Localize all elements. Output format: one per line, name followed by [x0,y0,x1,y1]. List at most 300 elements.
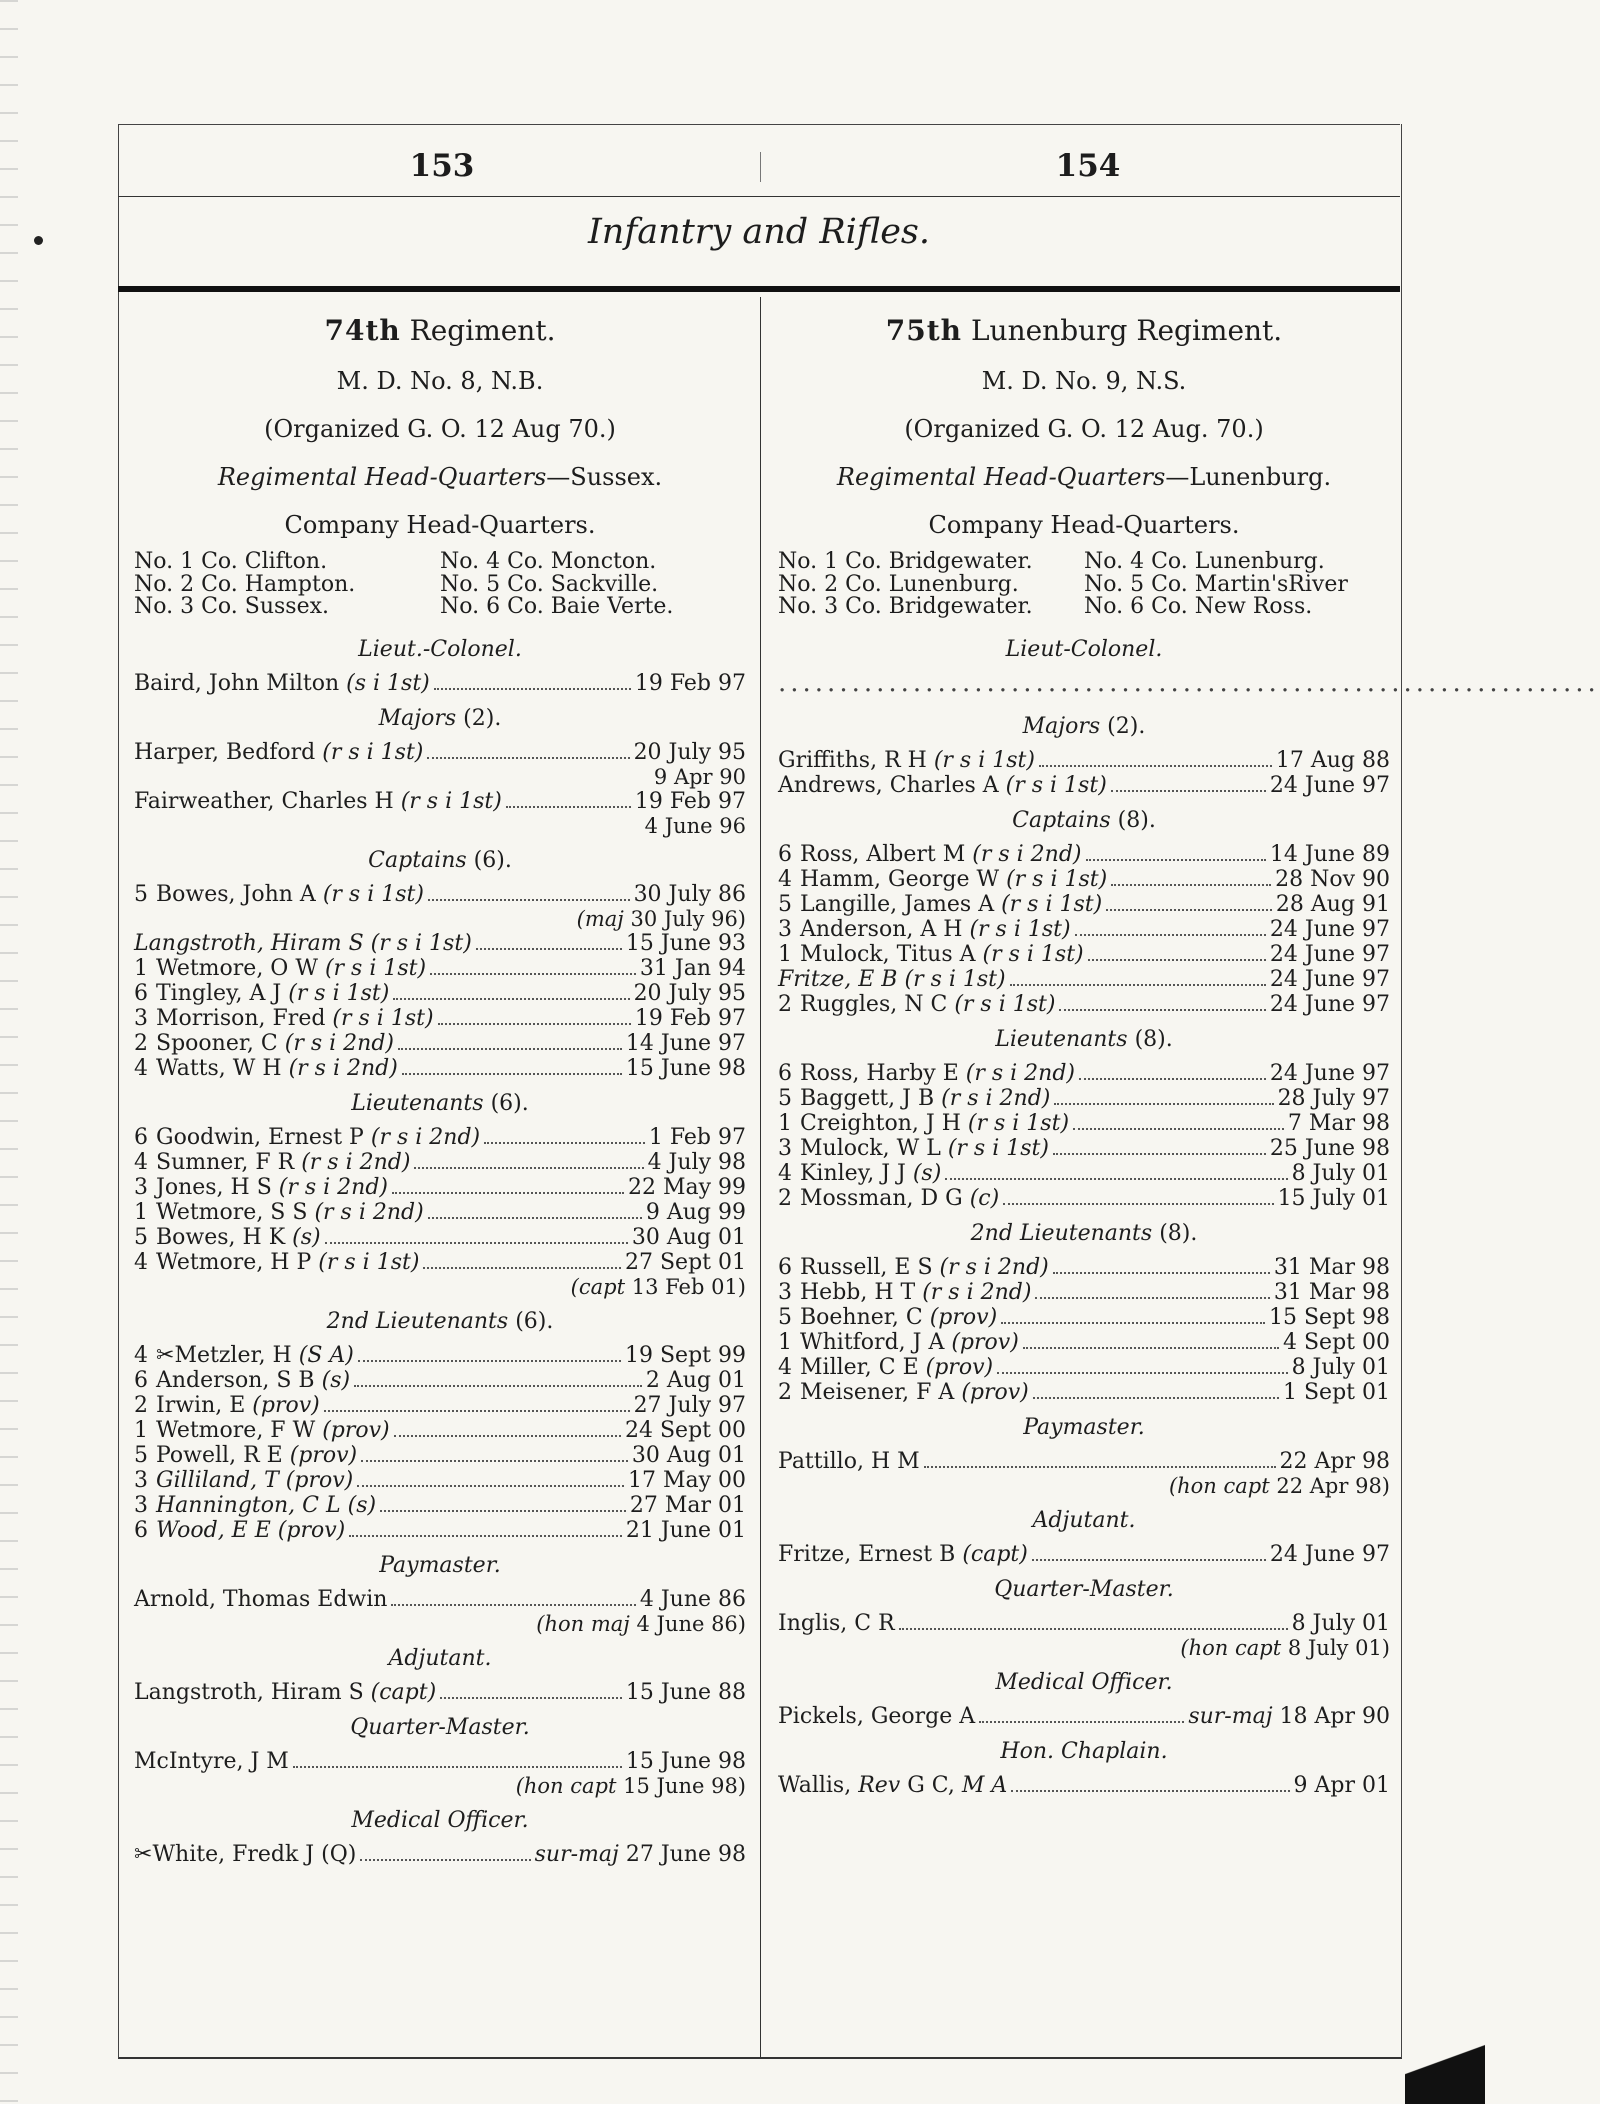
regiment-title [134,315,746,347]
lieutenants-heading: Lieutenants (8). [995,1027,1173,1052]
officer-name: Boehner, C [800,1305,923,1330]
officer-date: 15 June 98 [625,1748,746,1774]
officer-entry [134,1842,746,1867]
company-number: 1 [134,1199,148,1225]
company-item: No. 4 Co. Moncton. [440,549,657,574]
officer-subdate: 9 Apr 90 [653,764,746,789]
officer-name: Langille, James A [800,892,995,917]
leader-dots [414,1167,643,1169]
officer-name: Powell, R E [156,1442,283,1468]
company-number: 3 [134,1005,148,1031]
officer-entry [778,1355,1390,1380]
officer-qualification: (prov) [961,1380,1029,1405]
officer-qualification: (r s i 2nd) [314,1199,424,1225]
officer-qualification: (r s i 1st) [954,992,1056,1017]
majors-list [778,748,1390,798]
officer-entry [778,748,1390,773]
officer-date: 22 Apr 98 [1279,1449,1390,1474]
officer-entry [778,842,1390,867]
second-lieutenants-heading: 2nd Lieutenants (8). [970,1221,1198,1246]
company-number: 6 [778,1061,792,1086]
officer-name: Meisener, F A [800,1380,955,1405]
officer-name: Fritze, Ernest B [778,1542,956,1567]
officer-subdate: (maj 30 July 96) [576,906,746,931]
officer-name: Wetmore, H P [156,1249,312,1275]
officer-qualification: (r s i 2nd) [370,1124,481,1150]
company-number: 3 [134,1492,148,1518]
officer-name: Inglis, C R [778,1611,895,1636]
officer-qualification: (r s i 2nd) [284,1030,395,1056]
officer-date: 20 July 95 [633,739,746,765]
officer-date: 30 July 86 [633,881,746,907]
paymaster-heading: Paymaster. [1023,1415,1145,1440]
regimental-hq-value: —Sussex. [546,463,663,491]
regiment-75th-column [778,314,1600,1798]
company-number: 4 [134,1342,148,1368]
officer-entry [778,917,1390,942]
regimental-hq [134,463,746,491]
leader-dots [1032,1559,1266,1561]
officer-qualification: (r s i 2nd) [922,1280,1032,1305]
medical-officer-heading: Medical Officer. [995,1670,1173,1695]
officer-name: Wetmore, S S [156,1199,308,1225]
officer-entry [778,1330,1390,1355]
officer-qualification: (capt) [962,1542,1028,1567]
officer-date: 4 Sept 00 [1283,1330,1390,1355]
officer-entry [778,1136,1390,1161]
quarter-master-heading: Quarter-Master. [350,1714,530,1740]
officer-qualification: (r s i 1st) [370,930,472,956]
second-lieutenants-heading: 2nd Lieutenants (6). [326,1308,554,1334]
header-thick-rule [118,286,1400,292]
medical-officer-heading: Medical Officer. [351,1807,529,1833]
leader-dots [1053,1153,1266,1155]
officer-name: Wallis, Rev G C, M A [778,1773,1008,1798]
leader-dots [427,757,629,759]
officer-name: Anderson, A H [800,917,963,942]
officer-name: Metzler, H [174,1342,292,1368]
officer-qualification: (r s i 1st) [322,739,424,765]
officer-date: 19 Feb 97 [634,1005,746,1031]
officer-entry [134,1056,746,1081]
officer-date: 14 June 89 [1269,842,1390,867]
regiment-name: Lunenburg Regiment. [970,314,1283,347]
regiment-name: Regiment. [409,314,556,347]
officer-name: Irwin, E [156,1392,246,1418]
lieutenants-heading: Lieutenants (6). [351,1090,529,1116]
leader-dots [392,1192,624,1194]
officer-qualification: (capt) [370,1679,437,1705]
company-number: 1 [134,955,148,981]
leader-dots [1011,1790,1289,1792]
lieutenants-list [778,1061,1390,1211]
company-item: No. 6 Co. New Ross. [1084,594,1313,619]
officer-qualification: (prov) [322,1417,390,1443]
officer-entry [134,1368,746,1393]
company-number: 6 [134,980,148,1006]
officer-entry [778,1255,1390,1280]
officer-qualification: (prov) [289,1442,358,1468]
officer-name: Ruggles, N C [800,992,948,1017]
officer-name: Baird, John Milton [134,670,340,696]
officer-name: Russell, E S [800,1255,933,1280]
company-item: No. 5 Co. Martin'sRiver [1084,571,1348,597]
leader-dots [438,1023,631,1025]
leader-dots [428,899,630,901]
company-number: 3 [778,1136,792,1161]
officer-qualification: (r s i 2nd) [301,1149,411,1175]
leader-dots [393,998,629,1000]
officer-qualification: (r s i 1st) [1001,892,1103,917]
officer-name: Langstroth, Hiram S [134,930,364,956]
officer-qualification: (r s i 1st) [324,955,427,981]
officer-date: 1 Sept 01 [1283,1380,1390,1405]
leader-dots [1010,984,1266,986]
leader-dots [354,1385,642,1387]
officer-qualification: (s) [292,1224,321,1250]
officer-entry [778,867,1390,892]
officer-date: 15 June 93 [625,930,746,956]
officer-entry [134,1031,746,1056]
officer-name: Miller, C E [800,1355,919,1380]
leader-dots [1111,884,1271,886]
company-list [778,551,1390,619]
officer-entry [134,931,746,956]
officer-name: Goodwin, Ernest P [156,1124,364,1150]
scissors-icon: ✂ [134,1841,153,1867]
officer-date: 2 Aug 01 [645,1367,746,1393]
officer-name: Griffiths, R H [778,748,927,773]
officer-entry [134,1200,746,1225]
officer-name: Wood, E E [156,1517,271,1543]
officer-date: 8 July 01 [1291,1161,1390,1186]
officer-date: 27 Mar 01 [629,1492,746,1518]
officer-date: 27 Sept 01 [625,1249,746,1275]
officer-entry [134,1443,746,1468]
company-hq-label: Company Head-Quarters. [928,511,1240,539]
officer-date: 19 Feb 97 [634,788,746,814]
officer-entry [134,1343,746,1368]
leader-dots [361,1460,628,1462]
page-edge-marks [0,0,18,2104]
leader-dots [394,1435,621,1437]
officer-date: 31 Jan 94 [639,955,746,981]
officer-date: 24 June 97 [1269,1061,1390,1086]
company-number: 5 [778,1086,792,1111]
leader-dots [1059,1009,1265,1011]
officer-qualification: (r s i 1st) [933,748,1035,773]
officer-date: 24 June 97 [1269,1542,1390,1567]
officer-entry [134,1250,746,1275]
officer-qualification: (prov) [929,1305,998,1330]
vacant-leader-dots: ................................................................... [778,667,1600,698]
officer-date: 8 July 01 [1291,1355,1390,1380]
paymaster-heading: Paymaster. [379,1552,501,1578]
officer-qualification: (r s i 1st) [332,1005,434,1031]
company-hq-label: Company Head-Quarters. [284,511,596,539]
officer-entry [134,1680,746,1705]
officer-name: Mulock, W L [800,1136,941,1161]
officer-entry [134,981,746,1006]
officer-qualification: (r s i 2nd) [965,1061,1076,1086]
leader-dots [899,1628,1288,1630]
officer-qualification: (s) [321,1367,351,1393]
company-item: No. 3 Co. Sussex. [134,594,330,619]
officer-name: Morrison, Fred [156,1005,326,1031]
column-divider [760,297,761,2057]
leader-dots [506,806,631,808]
officer-qualification: (r s i 1st) [288,980,390,1006]
officer-name: Whitford, J A [800,1330,945,1355]
officer-date: 21 June 01 [625,1517,746,1543]
officer-name: Harper, Bedford [134,739,316,765]
leader-dots [398,1048,622,1050]
officer-qualification: (prov) [277,1517,346,1543]
officer-date: 25 June 98 [1269,1136,1390,1161]
officer-name: Watts, W H [156,1055,282,1081]
leader-dots [360,1859,530,1861]
officer-entry [134,1175,746,1200]
officer-entry [134,671,746,696]
officer-entry [778,942,1390,967]
page-number-divider [760,152,761,182]
leader-dots [1111,790,1266,792]
officer-qualification: (r s i 2nd) [939,1255,1049,1280]
officer-qualification: sur-maj [534,1841,619,1867]
officer-name: Fairweather, Charles H [134,788,394,814]
company-item: No. 1 Co. Clifton. [134,549,328,574]
officer-qualification: (r s i 1st) [969,917,1071,942]
company-list [134,551,746,619]
company-number: 1 [134,1417,148,1443]
leader-dots [1054,1103,1273,1105]
officer-entry [778,1111,1390,1136]
majors-heading: Majors (2). [378,705,502,731]
officer-subdate: 4 June 96 [644,813,746,838]
hon-chaplain-heading: Hon. Chaplain. [1000,1739,1168,1764]
leader-dots [979,1721,1184,1723]
officer-date: 4 June 86 [639,1586,746,1612]
officer-qualification: (r s i 2nd) [941,1086,1051,1111]
officer-name: Mulock, Titus A [800,942,976,967]
company-number: 6 [778,842,792,867]
regiment-number: 75th [885,314,963,347]
officer-entry [778,1161,1390,1186]
military-district: M. D. No. 8, N.B. [336,367,544,395]
company-item: No. 1 Co. Bridgewater. [778,549,1033,574]
leader-dots [1003,1203,1273,1205]
officer-name: Ross, Harby E [800,1061,959,1086]
officer-entry [134,1493,746,1518]
company-number: 6 [778,1255,792,1280]
officer-date: 22 May 99 [627,1174,746,1200]
officer-entry [134,789,746,814]
officer-date: 17 Aug 88 [1275,748,1390,773]
leader-dots [402,1073,622,1075]
leader-dots [1033,1397,1279,1399]
officer-subdate: (hon capt 22 Apr 98) [1168,1474,1390,1498]
leader-dots [423,1267,621,1269]
officer-entry [134,1749,746,1774]
company-number: 2 [134,1392,148,1418]
officer-name: Gilliland, T [156,1467,279,1493]
officer-date: 15 Sept 98 [1269,1305,1390,1330]
officer-name: Andrews, Charles A [778,773,999,798]
running-head: Infantry and Rifles. [587,212,931,252]
officer-name: Creighton, J H [800,1111,961,1136]
company-number: 6 [134,1517,148,1543]
officer-name: Arnold, Thomas Edwin [134,1586,388,1612]
officer-name: Wetmore, O W [156,955,318,981]
officer-date: 19 Sept 99 [625,1342,746,1368]
leader-dots [357,1485,624,1487]
officer-date: 30 Aug 01 [631,1442,746,1468]
regimental-hq-label: Regimental Head-Quarters [836,463,1166,491]
lieut-colonel-heading: Lieut-Colonel. [1005,636,1163,662]
officer-entry [134,1393,746,1418]
officer-entry [778,992,1390,1017]
organized-note: (Organized G. O. 12 Aug. 70.) [904,415,1264,443]
second-lieutenants-list [778,1255,1390,1405]
company-number: 5 [134,881,148,907]
leader-dots [1086,859,1266,861]
company-number: 3 [134,1467,148,1493]
regimental-hq-value: —Lunenburg. [1165,463,1332,491]
officer-qualification: (s) [347,1492,377,1518]
leader-dots [1106,909,1272,911]
company-number: 2 [778,1380,792,1405]
quarter-master-heading: Quarter-Master. [994,1577,1174,1602]
officer-date: 9 Apr 01 [1293,1773,1390,1798]
officer-entry [134,1418,746,1443]
company-number: 4 [134,1055,148,1081]
leader-dots [924,1466,1276,1468]
officer-name: Pattillo, H M [778,1449,920,1474]
officer-qualification: (prov) [925,1355,994,1380]
regiment-title [778,315,1390,347]
officer-name: Sumner, F R [156,1149,295,1175]
officer-qualification: (prov) [285,1467,354,1493]
leader-dots [391,1604,635,1606]
leader-dots [428,1217,642,1219]
officer-qualification: (r s i 1st) [982,942,1084,967]
company-number: 5 [134,1224,148,1250]
officer-name: Pickels, George A [778,1704,976,1729]
officer-entry [778,1280,1390,1305]
officer-subdate: (hon capt 8 July 01) [1180,1636,1390,1660]
company-number: 2 [778,992,792,1017]
officer-date: 14 June 97 [625,1030,746,1056]
leader-dots [293,1766,622,1768]
lieutenants-list [134,1125,746,1299]
officer-date: 27 July 97 [633,1392,746,1418]
company-item: No. 6 Co. Baie Verte. [440,594,674,619]
officer-name: Kinley, J J [800,1161,906,1186]
officer-name: Hamm, George W [800,867,1000,892]
officer-date: 19 Feb 97 [634,670,746,696]
officer-entry [134,956,746,981]
leader-dots [484,1142,645,1144]
majors-list [134,740,746,838]
officer-name: Anderson, S B [156,1367,315,1393]
officer-date: 28 July 97 [1277,1086,1390,1111]
regimental-hq [778,463,1390,491]
company-item: No. 3 Co. Bridgewater. [778,594,1033,619]
leader-dots [1035,1297,1269,1299]
leader-dots [997,1372,1287,1374]
leader-dots [1039,765,1272,767]
officer-name: Jones, H S [156,1174,272,1200]
officer-date: 24 June 97 [1269,967,1390,992]
officer-entry [778,1086,1390,1111]
officer-entry [134,1468,746,1493]
officer-qualification: (S A) [298,1342,354,1368]
officer-qualification: (r s i 1st) [1005,773,1107,798]
officer-name: Tingley, A J [156,980,282,1006]
officer-date: 24 June 97 [1269,992,1390,1017]
officer-entry [778,1773,1390,1798]
company-number: 6 [134,1124,148,1150]
officer-entry [134,1125,746,1150]
officer-entry [778,1704,1390,1729]
adjutant-heading: Adjutant. [388,1645,492,1671]
leader-dots [1023,1347,1279,1349]
officer-date: 28 Aug 91 [1275,892,1390,917]
officer-qualification: (s) [912,1161,942,1186]
officer-qualification: (r s i 2nd) [278,1174,389,1200]
regimental-hq-label: Regimental Head-Quarters [217,463,547,491]
leader-dots [1053,1272,1270,1274]
officer-name: Wetmore, F W [156,1417,316,1443]
page-curl-shadow [1405,2034,1485,2104]
scissors-icon: ✂ [156,1342,175,1368]
officer-qualification: (r s i 1st) [947,1136,1049,1161]
officer-date: 15 June 98 [625,1055,746,1081]
header-rule [118,196,1400,197]
leader-dots [324,1410,630,1412]
officer-name: Bowes, H K [156,1224,286,1250]
majors-heading: Majors (2). [1022,714,1146,739]
leader-dots [1088,959,1266,961]
officer-date: 30 Aug 01 [631,1224,746,1250]
regiment-number: 74th [324,314,401,347]
officer-qualification: (r s i 1st) [318,1249,420,1275]
officer-date: 24 June 97 [1269,917,1390,942]
officer-date: 28 Nov 90 [1275,867,1390,892]
officer-date: 4 July 98 [647,1149,746,1175]
company-number: 5 [778,1305,792,1330]
officer-entry [778,967,1390,992]
officer-entry [134,1006,746,1031]
leader-dots [380,1510,626,1512]
officer-qualification: (prov) [951,1330,1019,1355]
margin-bullet [34,236,43,245]
officer-name: Baggett, J B [800,1086,935,1111]
officer-date: 18 Apr 90 [1279,1704,1390,1729]
company-number: 1 [778,1111,792,1136]
officer-entry [778,1061,1390,1086]
company-number: 4 [778,867,792,892]
officer-entry [778,1542,1390,1567]
officer-qualification: (r s i 2nd) [972,842,1082,867]
company-item: No. 5 Co. Sackville. [440,571,659,597]
officer-date: 31 Mar 98 [1273,1255,1390,1280]
officer-name: Mossman, D G [800,1186,963,1211]
officer-date: 9 Aug 99 [645,1199,746,1225]
company-number: 1 [778,1330,792,1355]
page-number-left: 153 [409,148,475,184]
officer-date: 15 July 01 [1277,1186,1390,1211]
